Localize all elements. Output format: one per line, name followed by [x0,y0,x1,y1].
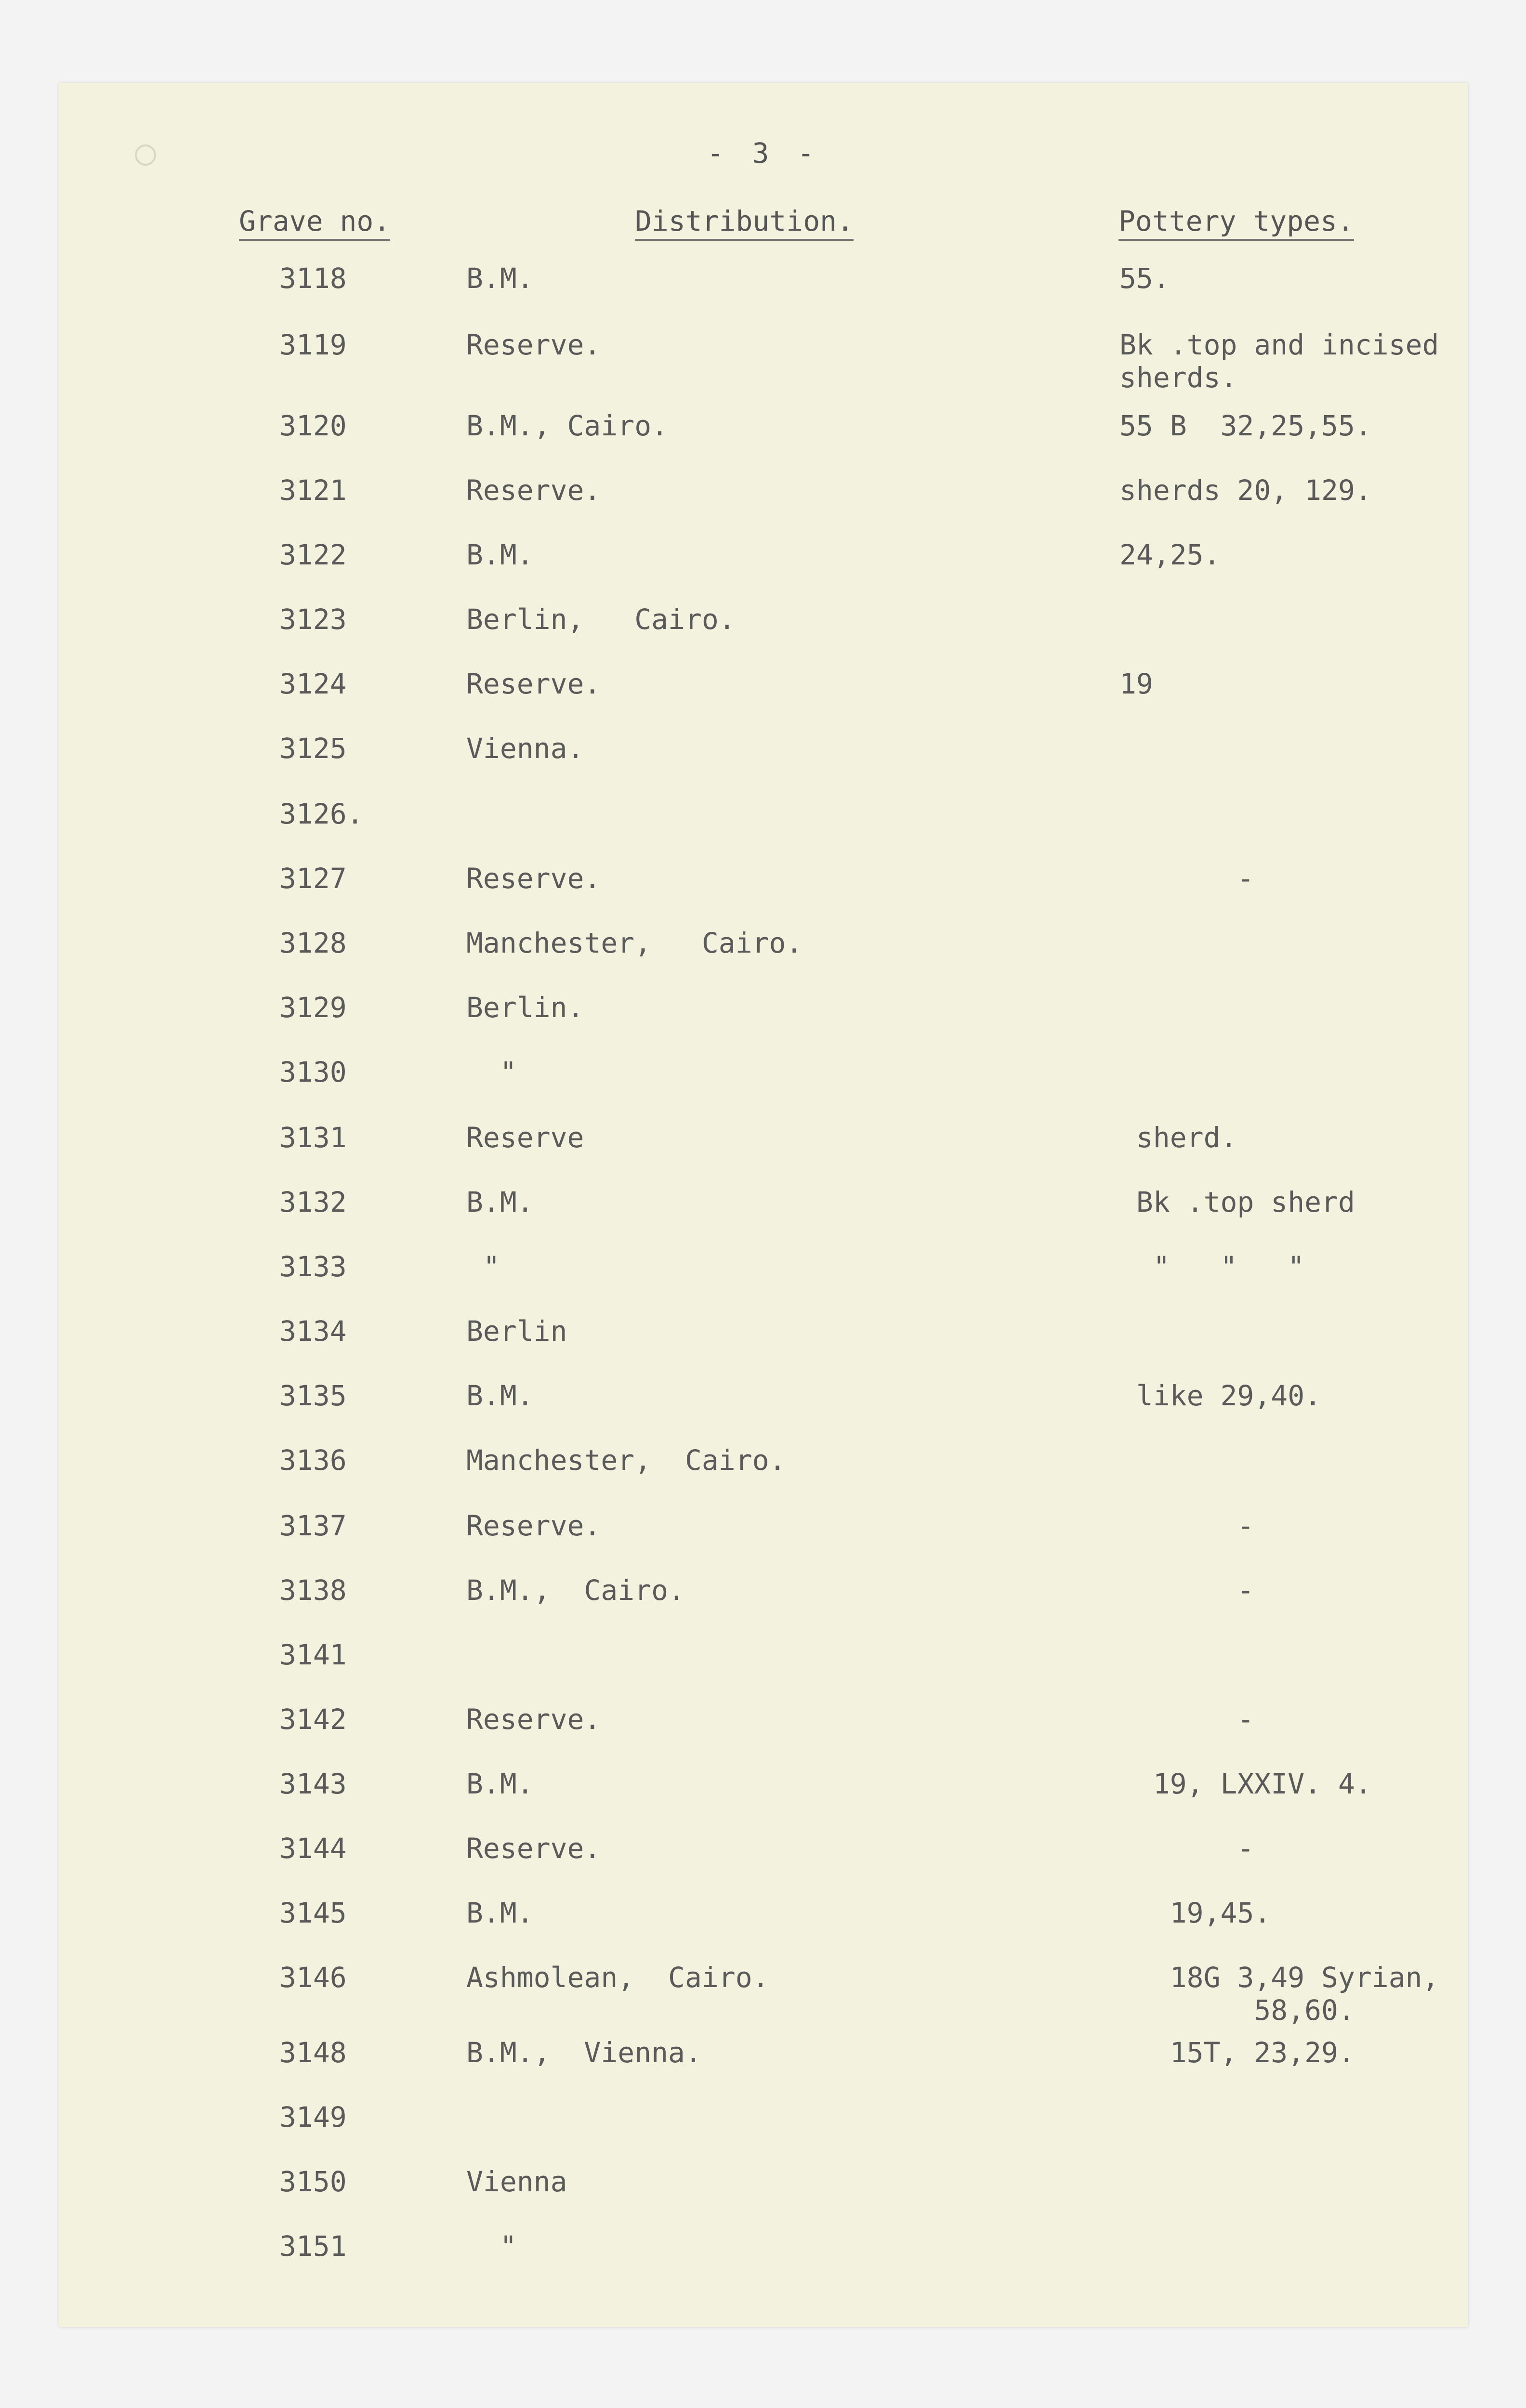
grave-number-cell: 3125 [279,732,347,765]
pottery-types-cell: 19,45. [1119,1897,1271,1929]
grave-number-cell: 3137 [279,1509,347,1542]
grave-number-cell: 3150 [279,2165,347,2198]
distribution-cell: Manchester, Cairo. [466,1444,786,1477]
grave-number-cell: 3124 [279,667,347,700]
page-number: - 3 - [707,137,820,170]
grave-number-cell: 3120 [279,409,347,442]
pottery-types-cell: " " " [1119,1250,1305,1283]
distribution-cell: Reserve. [466,474,601,507]
pottery-types-cell: Bk .top sherd [1119,1186,1355,1218]
grave-number-cell: 3134 [279,1315,347,1348]
pottery-types-cell: Bk .top and incised sherds. [1119,328,1439,394]
header-pottery-types: Pottery types. [1118,203,1354,241]
distribution-cell: Reserve. [466,667,601,700]
grave-number-cell: 3118 [279,262,347,295]
distribution-cell: Berlin [466,1315,567,1348]
distribution-cell: B.M. [466,538,534,571]
pottery-types-cell: - [1119,1574,1254,1607]
pottery-types-cell: 18G 3,49 Syrian, 58,60. [1170,1961,1439,2027]
distribution-cell: Berlin. [466,991,584,1024]
grave-number-cell: 3151 [279,2230,347,2263]
grave-number-cell: 3133 [279,1250,347,1283]
grave-number-cell: 3148 [279,2036,347,2069]
pottery-types-cell: 55. [1119,262,1170,295]
distribution-cell: " [466,1250,500,1283]
pottery-types-cell: 24,25. [1119,538,1221,571]
grave-number-cell: 3145 [279,1897,347,1929]
distribution-cell: B.M., Cairo. [466,409,669,442]
pottery-types-cell: sherd. [1119,1121,1237,1154]
distribution-cell: B.M. [466,1186,534,1218]
pottery-types-cell: like 29,40. [1119,1379,1322,1412]
distribution-cell: Ashmolean, Cairo. [466,1961,769,1994]
distribution-cell: Vienna [466,2165,567,2198]
distribution-cell: Reserve. [466,1509,601,1542]
distribution-cell: B.M., Vienna. [466,2036,702,2069]
grave-number-cell: 3149 [279,2101,347,2133]
distribution-cell: Reserve. [466,328,601,361]
pottery-types-cell: 19, LXXIV. 4. [1119,1767,1372,1800]
document-page [59,83,1468,2327]
grave-number-cell: 3136 [279,1444,347,1477]
distribution-cell: B.M. [466,1897,534,1929]
pottery-types-cell: - [1119,1832,1254,1865]
grave-number-cell: 3144 [279,1832,347,1865]
distribution-cell: Reserve. [466,1832,601,1865]
grave-number-cell: 3119 [279,328,347,361]
pottery-types-cell: 55 B 32,25,55. [1119,409,1372,442]
grave-number-cell: 3128 [279,927,347,959]
pottery-types-cell: 19 [1119,667,1153,700]
grave-number-cell: 3135 [279,1379,347,1412]
grave-number-cell: 3123 [279,603,347,636]
distribution-cell: Reserve [466,1121,584,1154]
grave-number-cell: 3131 [279,1121,347,1154]
distribution-cell: B.M., Cairo. [466,1574,685,1607]
grave-number-cell: 3138 [279,1574,347,1607]
grave-number-cell: 3130 [279,1056,347,1088]
pottery-types-cell: - [1119,1509,1254,1542]
grave-number-cell: 3127 [279,862,347,895]
distribution-cell: Reserve. [466,1703,601,1736]
pottery-types-cell: 15T, 23,29. [1119,2036,1355,2069]
header-distribution: Distribution. [635,203,854,241]
grave-number-cell: 3146 [279,1961,347,1994]
grave-number-cell: 3142 [279,1703,347,1736]
grave-number-cell: 3122 [279,538,347,571]
grave-number-cell: 3132 [279,1186,347,1218]
distribution-cell: B.M. [466,1767,534,1800]
pottery-types-cell: - [1119,1703,1254,1736]
distribution-cell: " [466,1056,517,1088]
header-grave-number: Grave no. [239,203,390,241]
pottery-types-cell: - [1119,862,1254,895]
distribution-cell: Berlin, Cairo. [466,603,736,636]
pottery-types-cell: sherds 20, 129. [1119,474,1372,507]
distribution-cell: B.M. [466,1379,534,1412]
distribution-cell: Reserve. [466,862,601,895]
grave-number-cell: 3129 [279,991,347,1024]
distribution-cell: B.M. [466,262,534,295]
grave-number-cell: 3143 [279,1767,347,1800]
grave-number-cell: 3126. [279,798,364,830]
grave-number-cell: 3141 [279,1638,347,1671]
distribution-cell: Manchester, Cairo. [466,927,803,959]
distribution-cell: " [466,2230,517,2263]
distribution-cell: Vienna. [466,732,584,765]
grave-number-cell: 3121 [279,474,347,507]
